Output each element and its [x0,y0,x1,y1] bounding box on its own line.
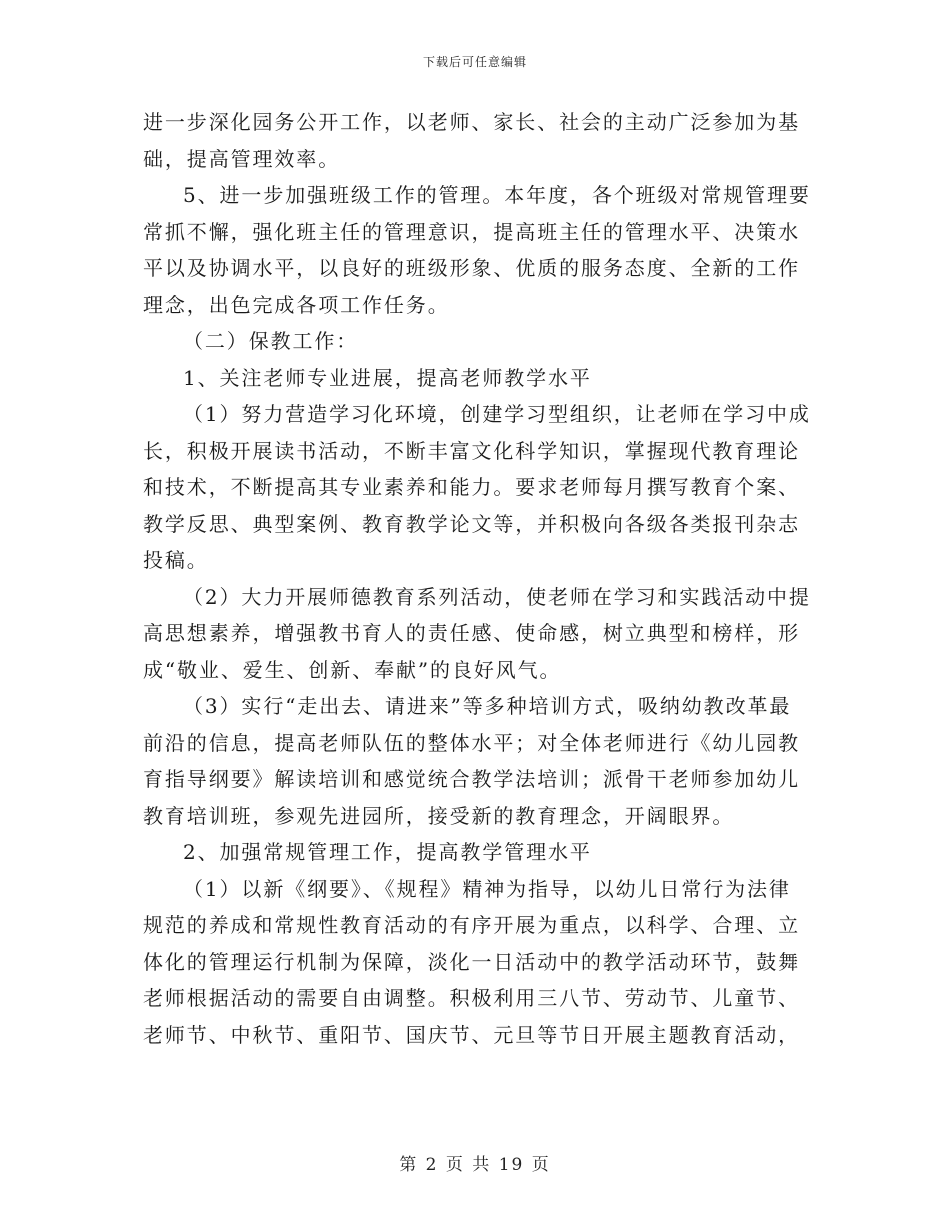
body-text-line: 理念，出色完成各项工作任务。 [143,292,450,317]
body-text-line: 前沿的信息，提高老师队伍的整体水平；对全体老师进行《幼儿园教 [143,730,800,755]
body-text-line: 2、加强常规管理工作，提高教学管理水平 [183,840,592,864]
body-text-line: 成“敬业、爱生、创新、奉献”的良好风气。 [143,657,562,682]
body-text-line: 1、关注老师专业进展，提高老师教学水平 [183,365,592,390]
body-text-line: 和技术，不断提高其专业素养和能力。要求老师每月撰写教育个案、 [143,475,800,499]
body-text-line: 进一步深化园务公开工作，以老师、家长、社会的主动广泛参加为基 [143,110,800,134]
body-text-line: 高思想素养，增强教书育人的责任感、使命感，树立典型和榜样，形 [143,621,800,645]
body-text-line: 教育培训班，参观先进园所，接受新的教育理念，开阔眼界。 [143,803,735,828]
body-text-line: （1）以新《纲要》、《规程》精神为指导，以幼儿日常行为法律 [183,876,791,901]
body-text-line: 老师节、中秋节、重阳节、国庆节、元旦等节日开展主题教育活动， [143,1022,800,1047]
body-text-line: （二）保教工作： [183,329,359,353]
body-text-line: 常抓不懈，强化班主任的管理意识，提高班主任的管理水平、决策水 [143,219,800,244]
body-text-line: （1）努力营造学习化环境，创建学习型组织，让老师在学习中成 [183,402,811,426]
body-text-line: 老师根据活动的需要自由调整。积极利用三八节、劳动节、儿童节、 [143,986,800,1010]
body-text-line: 长，积极开展读书活动，不断丰富文化科学知识，掌握现代教育理论 [143,438,800,463]
body-text-line: 5、进一步加强班级工作的管理。本年度，各个班级对常规管理要 [183,183,811,207]
body-text-line: 教学反思、典型案例、教育教学论文等，并积极向各级各类报刊杂志 [143,511,800,536]
body-text-line: 础，提高管理效率。 [143,146,341,171]
document-body [143,104,809,1053]
body-text-line: 育指导纲要》解读培训和感觉统合教学法培训；派骨干老师参加幼儿 [143,767,800,791]
body-text-line: （3）实行“走出去、请进来”等多种培训方式，吸纳幼教改革最 [183,694,792,718]
page-header-note: 下载后可任意编辑 [422,55,527,69]
body-text-line: （2）大力开展师德教育系列活动，使老师在学习和实践活动中提 [183,584,811,609]
body-text-line: 平以及协调水平，以良好的班级形象、优质的服务态度、全新的工作 [143,256,800,280]
body-text-line: 投稿。 [143,548,209,572]
page-number-footer: 第 2 页 共 19 页 [399,1155,551,1175]
body-text-line: 体化的管理运行机制为保障，淡化一日活动中的教学活动环节，鼓舞 [143,949,800,974]
body-text-line: 规范的养成和常规性教育活动的有序开展为重点，以科学、合理、立 [143,913,800,937]
